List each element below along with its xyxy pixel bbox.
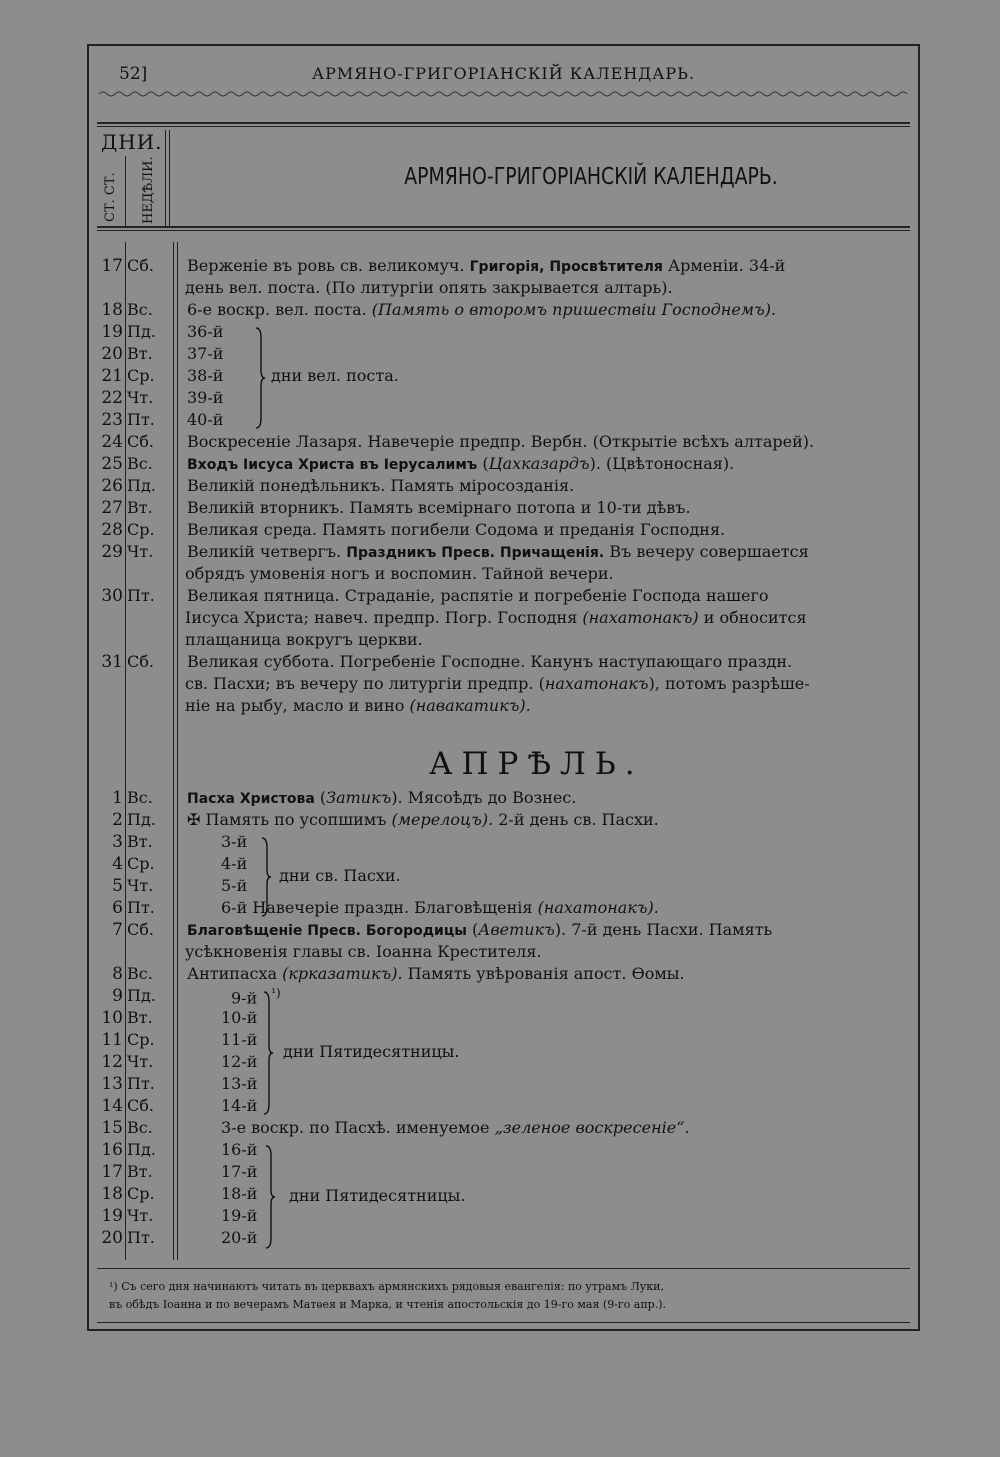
table-row [89, 344, 918, 366]
table-row [89, 1052, 918, 1074]
col-line-1 [125, 156, 126, 226]
entry-continuation: плащаница вокругъ церкви. [185, 630, 423, 649]
weekday: Вт. [127, 498, 153, 517]
entry-text: 37-й [187, 344, 224, 363]
day-number: 2 [112, 810, 123, 830]
day-number: 12 [101, 1052, 123, 1072]
table-row [89, 498, 918, 520]
entry-continuation: Іисуса Христа; навеч. предпр. Погр. Господня (нахатонакъ) и обносится [185, 608, 807, 627]
weekday: Чт. [127, 388, 154, 407]
day-number: 5 [112, 876, 123, 896]
header-bottom-rule-thin [97, 230, 910, 231]
table-row [89, 986, 918, 1008]
weekday: Чт. [127, 1206, 154, 1225]
day-number: 30 [101, 586, 123, 606]
day-number: 22 [101, 388, 123, 408]
header-bottom-rule [97, 226, 910, 228]
weekday: Ср. [127, 366, 155, 385]
table-row [89, 256, 918, 278]
day-number: 24 [101, 432, 123, 452]
table-row [89, 520, 918, 542]
table-row [89, 1118, 918, 1140]
page-frame [87, 44, 920, 1331]
group-label: дни Пятидесятницы. [283, 1042, 460, 1061]
entry-text: 14-й [221, 1096, 258, 1115]
table-row [89, 366, 918, 388]
day-number: 9 [112, 986, 123, 1006]
day-number: 28 [101, 520, 123, 540]
weekday: Сб. [127, 1096, 154, 1115]
entry-text: 40-й [187, 410, 224, 429]
entry-text: 3-й [221, 832, 248, 851]
table-row [89, 920, 918, 942]
weekday: Ср. [127, 854, 155, 873]
weekday: Пт. [127, 898, 155, 917]
entry-text: 39-й [187, 388, 224, 407]
table-row [89, 1184, 918, 1206]
brace [263, 990, 273, 1116]
day-number: 17 [101, 256, 123, 276]
weekday: Вс. [127, 1118, 153, 1137]
table-row [89, 832, 918, 854]
day-number: 20 [101, 344, 123, 364]
day-number: 20 [101, 1228, 123, 1248]
entry-text: 18-й [221, 1184, 258, 1203]
entry-text: 10-й [221, 1008, 258, 1027]
table-row [89, 1008, 918, 1030]
entry-text: 36-й [187, 322, 224, 341]
day-number: 19 [101, 1206, 123, 1226]
day-number: 1 [112, 788, 123, 808]
col-line-2 [165, 130, 166, 226]
entry-text: Пасха Христова (Затикъ). Мясоѣдъ до Вознес. [187, 788, 577, 807]
table-row [89, 1162, 918, 1184]
running-title: АРМЯНО-ГРИГОРІАНСКІЙ КАЛЕНДАРЬ. [311, 64, 696, 83]
day-number: 23 [101, 410, 123, 430]
entry-text: 13-й [221, 1074, 258, 1093]
footnote-line: ¹) Съ сего дня начинаютъ читать въ церквахъ армянскихъ рядовыя евангелія: по утрамъ Луки, [109, 1280, 664, 1293]
table-row [89, 542, 918, 564]
col-line-2b [169, 130, 170, 226]
entry-text: 16-й [221, 1140, 258, 1159]
weekday: Ср. [127, 1030, 155, 1049]
weekday: Пт. [127, 410, 155, 429]
weekday: Сб. [127, 652, 154, 671]
entry-text: 20-й [221, 1228, 258, 1247]
table-row [89, 876, 918, 898]
entry-text: Входъ Іисуса Христа въ Іерусалимъ (Цахказардъ). (Цвѣтоносная). [187, 454, 735, 473]
day-number: 3 [112, 832, 123, 852]
entry-text: 5-й [221, 876, 248, 895]
weekday: Сб. [127, 256, 154, 275]
table-row [89, 586, 918, 608]
day-number: 21 [101, 366, 123, 386]
entry-text: 12-й [221, 1052, 258, 1071]
month-heading: АПРѢЛЬ. [429, 746, 644, 782]
day-number: 26 [101, 476, 123, 496]
day-number: 18 [101, 1184, 123, 1204]
entry-text: 3-е воскр. по Пасхѣ. именуемое „зеленое воскресеніе“. [221, 1118, 690, 1137]
weekday: Вс. [127, 300, 153, 319]
day-number: 13 [101, 1074, 123, 1094]
table-row [89, 300, 918, 322]
entry-text: Благовѣщеніе Пресв. Богородицы (Аветикъ). 7-й день Пасхи. Память [187, 920, 773, 939]
day-number: 4 [112, 854, 123, 874]
entry-text: 11-й [221, 1030, 258, 1049]
entry-text: 19-й [221, 1206, 258, 1225]
brace [261, 836, 271, 918]
day-number: 6 [112, 898, 123, 918]
table-row [89, 898, 918, 920]
wavy-rule [89, 90, 918, 98]
day-number: 10 [101, 1008, 123, 1028]
group-label: дни вел. поста. [271, 366, 399, 385]
bottom-rule [97, 1322, 910, 1323]
table-row [89, 476, 918, 498]
day-number: 11 [101, 1030, 123, 1050]
entry-text: Верженіе въ ровь св. великомуч. Григорія, Просвѣтителя Арменіи. 34-й [187, 256, 786, 275]
weekday: Пд. [127, 476, 156, 495]
entry-text: ✠ Память по усопшимъ (мерелоцъ). 2-й день св. Пасхи. [187, 810, 659, 829]
day-number: 25 [101, 454, 123, 474]
header-top-rule-thin [97, 126, 910, 127]
day-number: 16 [101, 1140, 123, 1160]
entry-continuation: ніе на рыбу, масло и вино (навакатикъ). [185, 696, 531, 715]
table-row [89, 964, 918, 986]
table-row [89, 454, 918, 476]
entry-text: Антипасха (крказатикъ). Память увѣрованія апост. Ѳомы. [187, 964, 685, 983]
footnote-line: въ обѣдъ Іоанна и по вечерамъ Матѳея и Марка, и чтенія апостольскія до 19-го мая (9-го апр.). [109, 1298, 667, 1311]
day-number: 18 [101, 300, 123, 320]
entry-text: 38-й [187, 366, 224, 385]
day-number: 14 [101, 1096, 123, 1116]
weekday: Вт. [127, 1162, 153, 1181]
table-row [89, 1096, 918, 1118]
day-number: 27 [101, 498, 123, 518]
weekday: Ср. [127, 520, 155, 539]
entry-continuation: св. Пасхи; въ вечеру по литургіи предпр. (нахатонакъ), потомъ разрѣше- [185, 674, 810, 693]
table-row [89, 1030, 918, 1052]
entry-text: Великій четвергъ. Праздникъ Пресв. Причащенія. Въ вечеру совершается [187, 542, 809, 561]
table-row [89, 854, 918, 876]
day-number: 29 [101, 542, 123, 562]
table-row [89, 1206, 918, 1228]
day-number: 17 [101, 1162, 123, 1182]
weekday: Сб. [127, 920, 154, 939]
entry-text: Воскресеніе Лазаря. Навечеріе предпр. Вербн. (Открытіе всѣхъ алтарей). [187, 432, 815, 451]
day-number: 19 [101, 322, 123, 342]
table-row [89, 1140, 918, 1162]
entry-text: 17-й [221, 1162, 258, 1181]
calendar-title: АРМЯНО-ГРИГОРІАНСКІЙ КАЛЕНДАРЬ. [404, 164, 778, 190]
day-number: 8 [112, 964, 123, 984]
running-head [89, 58, 918, 88]
day-number: 15 [101, 1118, 123, 1138]
entry-text: 6-е воскр. вел. поста. (Память о второмъ пришествіи Господнемъ). [187, 300, 777, 319]
entry-continuation: обрядъ умовенія ногъ и воспомин. Тайной вечери. [185, 564, 614, 583]
weekday: Вт. [127, 1008, 153, 1027]
entry-text: Великій понедѣльникъ. Память міросозданія. [187, 476, 575, 495]
table-row [89, 322, 918, 344]
entry-text: Великій вторникъ. Память всемірнаго потопа и 10-ти дѣвъ. [187, 498, 691, 517]
weekday: Пт. [127, 1228, 155, 1247]
weekday: Пт. [127, 586, 155, 605]
weekday: Ср. [127, 1184, 155, 1203]
table-row [89, 388, 918, 410]
weekday: Сб. [127, 432, 154, 451]
weekday: Пт. [127, 1074, 155, 1093]
entry-text: Великая суббота. Погребеніе Господне. Канунъ наступающаго праздн. [187, 652, 793, 671]
weekday: Вт. [127, 832, 153, 851]
weekday: Пд. [127, 810, 156, 829]
table-row [89, 652, 918, 674]
entry-text: Великая пятница. Страданіе, распятіе и погребеніе Господа нашего [187, 586, 769, 605]
entry-continuation: день вел. поста. (По литургіи опять закрывается алтарь). [185, 278, 673, 297]
weekday: Чт. [127, 1052, 154, 1071]
entry-text: 6-й Навечеріе праздн. Благовѣщенія (нахатонакъ). [221, 898, 659, 917]
page-number: 52] [119, 64, 148, 84]
table-row [89, 1228, 918, 1250]
weekday: Пд. [127, 322, 156, 341]
table-row [89, 1074, 918, 1096]
table-row [89, 432, 918, 454]
weekday: Пд. [127, 1140, 156, 1159]
brace [255, 326, 265, 430]
entry-text: 4-й [221, 854, 248, 873]
weekday: Вс. [127, 964, 153, 983]
table-row [89, 410, 918, 432]
day-number: 31 [101, 652, 123, 672]
entry-text: 9-й $^{^1)}$ [231, 986, 281, 1008]
old-style-heading: СТ. СТ. [103, 172, 118, 222]
weekday: Вс. [127, 788, 153, 807]
weekday: Пд. [127, 986, 156, 1005]
weeks-heading: НЕДѢЛИ. [141, 156, 156, 224]
brace [265, 1144, 275, 1250]
weekday: Вт. [127, 344, 153, 363]
day-number: 7 [112, 920, 123, 940]
table-row [89, 810, 918, 832]
entry-text: Великая среда. Память погибели Содома и преданія Господня. [187, 520, 726, 539]
days-heading: ДНИ. [101, 130, 163, 154]
footnote-rule [97, 1268, 910, 1269]
table-row [89, 788, 918, 810]
weekday: Чт. [127, 542, 154, 561]
header-top-rule [97, 122, 910, 124]
group-label: дни св. Пасхи. [279, 866, 401, 885]
entry-continuation: усѣкновенія главы св. Іоанна Крестителя. [185, 942, 542, 961]
weekday: Вс. [127, 454, 153, 473]
group-label: дни Пятидесятницы. [289, 1186, 466, 1205]
weekday: Чт. [127, 876, 154, 895]
